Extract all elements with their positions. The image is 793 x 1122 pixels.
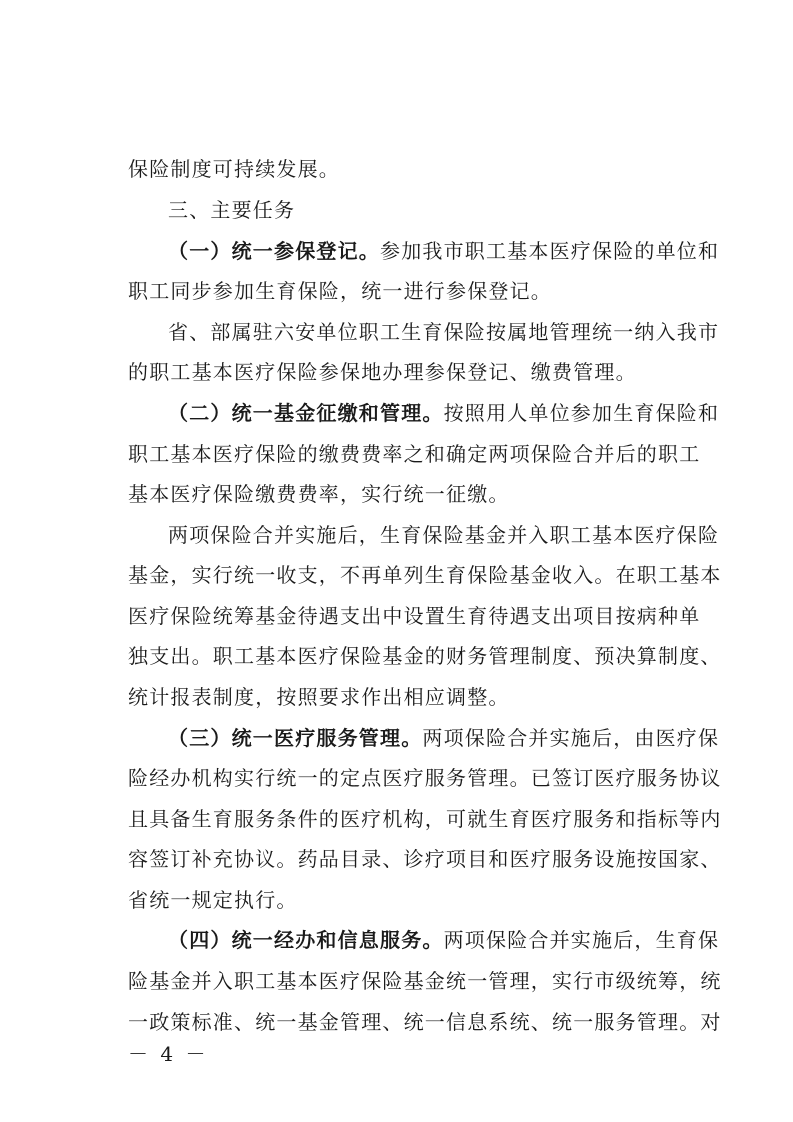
body-text: 基本医疗保险缴费费率，实行统一征缴。 [128,482,510,506]
body-text: 两项保险合并实施后，生育保 [443,928,720,952]
body-text: 独支出。职工基本医疗保险基金的财务管理制度、预决算制度、 [128,644,722,668]
paragraph-line [128,845,722,873]
paragraph-line [128,358,708,386]
body-text: 容签订补充协议。药品目录、诊疗项目和医疗服务设施按国家、 [128,847,722,871]
paragraph-line [128,277,708,305]
paragraph-line [128,805,722,833]
paragraph-line [168,237,748,265]
paragraph-line [128,764,722,792]
paragraph-line [128,1008,722,1036]
paragraph-line [128,440,708,468]
body-text: 两项保险合并实施后，由医疗保 [422,726,720,750]
subheading-text: （一）统一参保登记。 [168,239,380,263]
paragraph-line [128,967,722,995]
body-text: 统计报表制度，按照要求作出相应调整。 [128,685,510,709]
paragraph-line [128,480,708,508]
heading-text: 三、主要任务 [168,198,296,222]
body-text: 险基金并入职工基本医疗保险基金统一管理，实行市级统筹，统 [128,969,722,993]
body-text: 基金，实行统一收支，不再单列生育保险基金收入。在职工基本 [128,563,722,587]
section-heading [168,196,748,224]
paragraph-line [168,399,748,427]
body-text: 一政策标准、统一基金管理、统一信息系统、统一服务管理。对 [128,1010,722,1034]
body-text: 险经办机构实行统一的定点医疗服务管理。已签订医疗服务协议 [128,766,722,790]
body-text: 省统一规定执行。 [128,888,298,912]
paragraph-line [128,155,708,183]
body-text: 医疗保险统筹基金待遇支出中设置生育待遇支出项目按病种单 [128,604,701,628]
body-text: 的职工基本医疗保险参保地办理参保登记、缴费管理。 [128,360,637,384]
paragraph-line [128,683,708,711]
paragraph-line [128,602,708,630]
body-text: 按照用人单位参加生育保险和 [443,401,720,425]
paragraph-line [128,561,722,589]
subheading-text: （二）统一基金征缴和管理。 [168,401,444,425]
subheading-text: （四）统一经办和信息服务。 [168,928,444,952]
paragraph-line [128,642,722,670]
paragraph-line [168,926,748,954]
body-text: 省、部属驻六安单位职工生育保险按属地管理统一纳入我市 [168,320,720,344]
body-text: 职工同步参加生育保险，统一进行参保登记。 [128,279,552,303]
paragraph-line [168,318,748,346]
paragraph-line [128,886,708,914]
subheading-text: （三）统一医疗服务管理。 [168,726,423,750]
body-text: 且具备生育服务条件的医疗机构，可就生育医疗服务和指标等内 [128,807,722,831]
body-text: 两项保险合并实施后，生育保险基金并入职工基本医疗保险 [168,523,720,547]
page-number: － 4 － [128,1042,209,1066]
paragraph-line [168,724,748,752]
body-text: 职工基本医疗保险的缴费费率之和确定两项保险合并后的职工 [128,442,701,466]
body-text: 保险制度可持续发展。 [128,157,340,181]
body-text: 参加我市职工基本医疗保险的单位和 [380,239,720,263]
paragraph-line [168,521,748,549]
